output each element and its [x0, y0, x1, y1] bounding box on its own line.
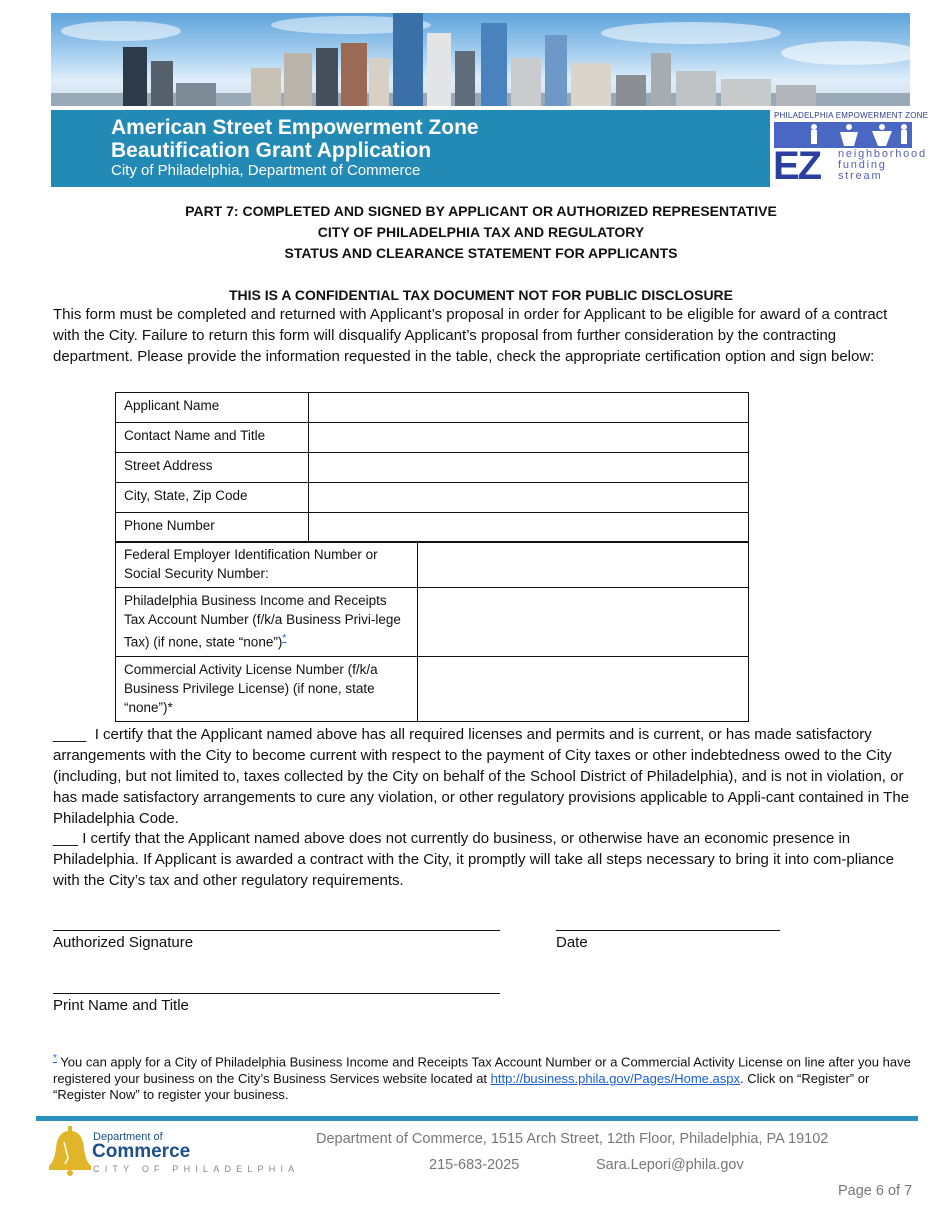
street-address-field[interactable] [309, 453, 749, 483]
footnote [53, 1051, 923, 1104]
certification-2 [53, 828, 913, 891]
table-row [116, 393, 749, 423]
cert1-checkbox-blank[interactable]: ____ [53, 726, 87, 743]
intro-paragraph: This form must be completed and returned with Applicant’s proposal in order for Applicant to be eligible for award of a contract with the City. Failure to return this form will disqualify Applicant’s proposal from further consideration by the contracting department. Please provide the information requested in the table, check the appropriate certification option and sign below: [53, 306, 888, 365]
certification-1 [53, 724, 913, 829]
liberty-bell-icon [44, 1124, 94, 1176]
footnote-marker-link[interactable]: * [282, 633, 287, 644]
applicant-name-field[interactable] [309, 393, 749, 423]
ez-zone-text: PHILADELPHIA EMPOWERMENT ZONE [774, 111, 929, 120]
footnote-text-after: . Click on “Register” or “Register Now” to register your business. [53, 1070, 870, 1103]
applicant-name-label: Applicant Name [116, 393, 309, 423]
skyline-header-image [51, 13, 910, 106]
print-name-label: Print Name and Title [53, 997, 189, 1014]
ez-letters: EZ [773, 144, 821, 188]
signature-line[interactable] [53, 930, 500, 931]
birt-field[interactable] [418, 588, 749, 657]
contact-name-field[interactable] [309, 423, 749, 453]
date-label: Date [556, 934, 588, 951]
table-row [116, 423, 749, 453]
footnote-text: You can apply for a City of Philadelphia Business Income and Receipts Tax Account Number or a Commercial Activity License on line after you have registered your business on the City’s Business Services website located at [53, 1054, 911, 1086]
liberty-bell-graphic [44, 1124, 94, 1176]
ez-logo [772, 110, 929, 188]
tax-heading: CITY OF PHILADELPHIA TAX AND REGULATORY [317, 224, 645, 240]
footer-divider [36, 1116, 918, 1121]
page-number: Page 6 of 7 [838, 1183, 913, 1199]
footer-commerce: Commerce [92, 1141, 191, 1162]
table-row [116, 483, 749, 513]
cert2-checkbox-blank[interactable]: ___ [53, 830, 79, 847]
footer-phone: 215-683-2025 [429, 1157, 520, 1173]
header-title-line2: Beautification Grant Application [111, 139, 432, 162]
phone-number-label: Phone Number [116, 513, 309, 543]
footnote-marker: * [53, 1053, 57, 1064]
fein-field[interactable] [418, 542, 749, 588]
date-line[interactable] [556, 930, 780, 931]
birt-label: Philadelphia Business Income and Receipts Tax Account Number (f/k/a Business Privi-lege Tax) (if none, state “none”) [124, 593, 401, 650]
street-address-label: Street Address [116, 453, 309, 483]
authorized-signature-label: Authorized Signature [53, 934, 194, 951]
footer-city: CITY OF PHILADELPHIA [93, 1164, 300, 1174]
header-subtitle: City of Philadelphia, Department of Commerce [111, 162, 421, 179]
phone-number-field[interactable] [309, 513, 749, 543]
cert2-text: I certify that the Applicant named above does not currently do business, or otherwise have an economic presence in Philadelphia. If Applicant is awarded a contract with the City, it promptly will take all steps necessary to bring it into com-pliance with the City’s tax and other regulatory requirements. [53, 830, 894, 889]
cal-label: Commercial Activity License Number (f/k/a Business Privilege License) (if none, state “none”)* [116, 656, 418, 721]
applicant-info-table [115, 392, 749, 543]
footer-address: Department of Commerce, 1515 Arch Street, 12th Floor, Philadelphia, PA 19102 [316, 1131, 829, 1147]
city-state-zip-label: City, State, Zip Code [116, 483, 309, 513]
table-row [116, 542, 749, 588]
birt-label-cell [116, 588, 418, 657]
print-name-line[interactable] [53, 993, 500, 994]
ez-tagline-line1: neighborhood [838, 148, 927, 160]
table-row [116, 453, 749, 483]
part-heading: PART 7: COMPLETED AND SIGNED BY APPLICANT OR AUTHORIZED REPRESENTATIVE [185, 203, 777, 219]
tax-info-table [115, 541, 749, 722]
cal-field[interactable] [418, 656, 749, 721]
business-services-link[interactable]: http://business.phila.gov/Pages/Home.aspx [490, 1070, 740, 1086]
footer-dept-of: Department of [93, 1131, 163, 1143]
skyline-illustration [51, 13, 910, 106]
ez-tagline [838, 149, 927, 182]
fein-label: Federal Employer Identification Number or Social Security Number: [116, 542, 418, 588]
table-row [116, 656, 749, 721]
contact-name-label: Contact Name and Title [116, 423, 309, 453]
cert1-text: I certify that the Applicant named above has all required licenses and permits and is current, or has made satisfactory arrangements with the City to become current with respect to the payment of City taxes or other indebtedness owed to the City (including, but not limited to, taxes collected by the City on behalf of the School District of Philadelphia), and is not in violation, or has made satisfactory arrangements to cure any violation, or other regulatory provisions applicable to Appli-cant contained in The Philadelphia Code. [53, 726, 910, 827]
table-row [116, 588, 749, 657]
ez-tagline-line2: funding [838, 159, 887, 171]
confidential-heading: THIS IS A CONFIDENTIAL TAX DOCUMENT NOT FOR PUBLIC DISCLOSURE [229, 287, 733, 303]
header-title-line1: American Street Empowerment Zone [111, 116, 479, 139]
city-state-zip-field[interactable] [309, 483, 749, 513]
footer-email[interactable]: Sara.Lepori@phila.gov [596, 1157, 744, 1173]
status-heading: STATUS AND CLEARANCE STATEMENT FOR APPLICANTS [284, 245, 678, 261]
header-banner [51, 110, 770, 187]
table-row [116, 513, 749, 543]
ez-tagline-line3: stream [838, 170, 883, 182]
